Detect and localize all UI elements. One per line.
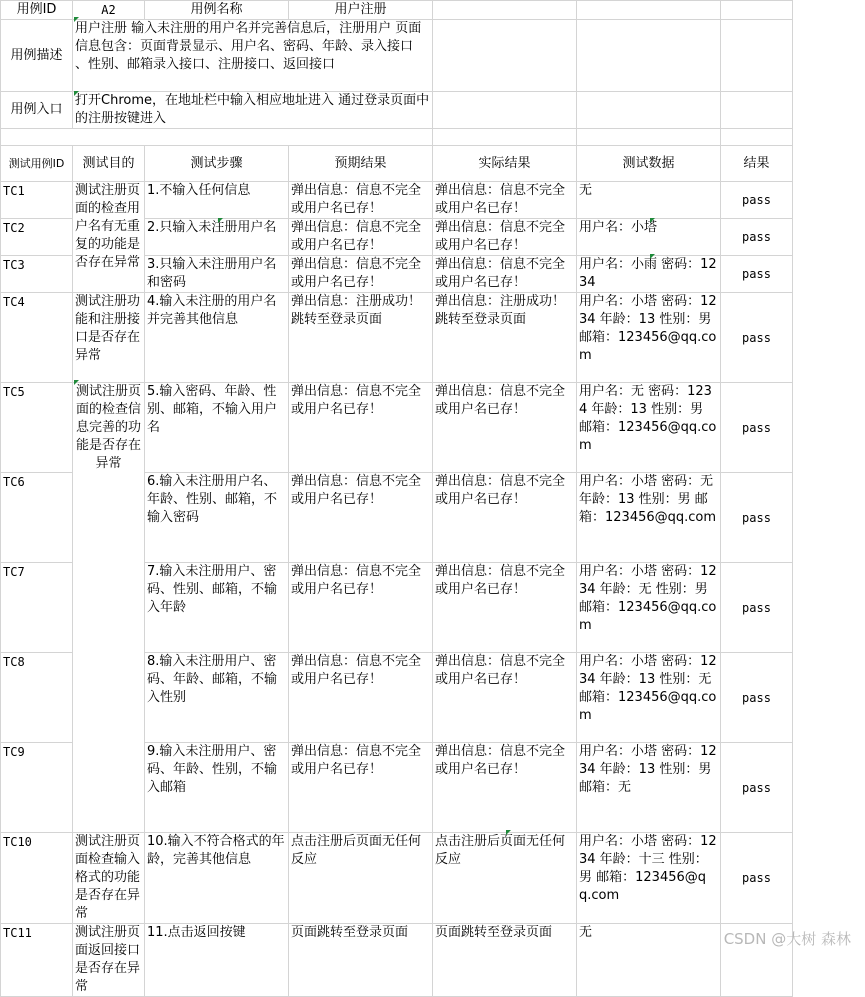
case-purpose: 测试注册页面的检查信息完善的功能是否存在异常	[73, 383, 145, 833]
entry-label: 用例入口	[1, 92, 73, 129]
case-step: 6.输入未注册用户名、年龄、性别、邮箱，不输入密码	[145, 473, 289, 563]
case-result: pass	[721, 833, 793, 924]
case-data: 用户名：小塔 密码：1234 年龄：13 性别：男 邮箱：无	[577, 743, 721, 833]
empty-cell	[721, 129, 793, 146]
empty-cell	[721, 92, 793, 129]
case-result: pass	[721, 653, 793, 743]
case-step: 4.输入未注册的用户名并完善其他信息	[145, 293, 289, 383]
case-actual: 弹出信息：信息不完全或用户名已存！	[433, 383, 577, 473]
case-id: TC1	[1, 182, 73, 219]
comment-flag-icon	[218, 218, 223, 223]
case-data: 用户名：小塔 密码：无 年龄：13 性别：男 邮箱：123456@qq.com	[577, 473, 721, 563]
case-purpose: 测试注册页面检查输入格式的功能是否存在异常	[73, 833, 145, 924]
case-actual: 弹出信息：注册成功！跳转至登录页面	[433, 293, 577, 383]
case-id: TC3	[1, 256, 73, 293]
case-actual: 弹出信息：信息不完全或用户名已存！	[433, 256, 577, 293]
description-label: 用例描述	[1, 20, 73, 92]
case-data: 用户名：小塔 密码：1234 年龄：十三 性别：男 邮箱：123456@qq.com	[577, 833, 721, 924]
case-expected: 弹出信息：信息不完全或用户名已存！	[289, 743, 433, 833]
column-header: 测试步骤	[145, 146, 289, 182]
usecase-name-value: 用户注册	[289, 1, 433, 20]
case-step: 5.输入密码、年龄、性别、邮箱，不输入用户名	[145, 383, 289, 473]
case-result: pass	[721, 182, 793, 219]
case-actual: 点击注册后页面无任何反应	[433, 833, 577, 924]
comment-flag-icon	[74, 17, 79, 22]
usecase-name-label: 用例名称	[145, 1, 289, 20]
case-data: 用户名：小雨 密码：1234	[577, 256, 721, 293]
comment-flag-icon	[506, 830, 511, 835]
case-result: pass	[721, 256, 793, 293]
case-id: TC4	[1, 293, 73, 383]
case-data: 用户名：小塔 密码：1234 年龄：13 性别：男 邮箱：123456@qq.com	[577, 293, 721, 383]
case-id: TC11	[1, 924, 73, 997]
case-expected: 弹出信息：信息不完全或用户名已存！	[289, 383, 433, 473]
case-step: 9.输入未注册用户、密码、年龄、性别，不输入邮箱	[145, 743, 289, 833]
case-result: pass	[721, 473, 793, 563]
case-data: 用户名：小塔 密码：1234 年龄：无 性别：男 邮箱：123456@qq.com	[577, 563, 721, 653]
case-actual: 弹出信息：信息不完全或用户名已存！	[433, 743, 577, 833]
empty-cell	[577, 129, 721, 146]
table-row	[1, 182, 793, 219]
case-purpose: 测试注册页面的检查用户名有无重复的功能是否存在异常	[73, 182, 145, 293]
case-id: TC10	[1, 833, 73, 924]
case-purpose: 测试注册功能和注册接口是否存在异常	[73, 293, 145, 383]
case-result: pass	[721, 383, 793, 473]
case-expected: 点击注册后页面无任何反应	[289, 833, 433, 924]
empty-cell	[1, 129, 433, 146]
case-result: pass	[721, 743, 793, 833]
case-data: 无	[577, 182, 721, 219]
case-actual: 弹出信息：信息不完全或用户名已存！	[433, 473, 577, 563]
column-header: 测试数据	[577, 146, 721, 182]
case-step: 10.输入不符合格式的年龄，完善其他信息	[145, 833, 289, 924]
watermark: CSDN @大树 森林	[723, 930, 851, 948]
case-step: 11.点击返回按键	[145, 924, 289, 997]
empty-cell	[433, 1, 577, 20]
case-id: TC5	[1, 383, 73, 473]
case-id: TC6	[1, 473, 73, 563]
case-step: 8.输入未注册用户、密码、年龄、邮箱，不输入性别	[145, 653, 289, 743]
case-data: 无	[577, 924, 721, 997]
column-header: 预期结果	[289, 146, 433, 182]
case-expected: 弹出信息：信息不完全或用户名已存！	[289, 182, 433, 219]
case-result: pass	[721, 293, 793, 383]
case-expected: 弹出信息：信息不完全或用户名已存！	[289, 563, 433, 653]
column-header: 实际结果	[433, 146, 577, 182]
case-step: 7.输入未注册用户、密码、性别、邮箱，不输入年龄	[145, 563, 289, 653]
case-actual: 弹出信息：信息不完全或用户名已存！	[433, 219, 577, 256]
table-row	[1, 833, 793, 924]
column-header: 结果	[721, 146, 793, 182]
column-header: 测试用例ID	[1, 146, 73, 182]
case-actual: 弹出信息：信息不完全或用户名已存！	[433, 653, 577, 743]
empty-cell	[433, 129, 577, 146]
case-expected: 弹出信息：注册成功！跳转至登录页面	[289, 293, 433, 383]
case-expected: 页面跳转至登录页面	[289, 924, 433, 997]
empty-cell	[577, 92, 721, 129]
case-actual: 弹出信息：信息不完全或用户名已存！	[433, 182, 577, 219]
case-actual: 弹出信息：信息不完全或用户名已存！	[433, 563, 577, 653]
entry-text: 打开Chrome，在地址栏中输入相应地址进入 通过登录页面中的注册按键进入	[73, 92, 433, 129]
case-expected: 弹出信息：信息不完全或用户名已存！	[289, 653, 433, 743]
empty-cell	[721, 20, 793, 92]
case-step: 1.不输入任何信息	[145, 182, 289, 219]
empty-cell	[433, 20, 577, 92]
case-data: 用户名：小塔 密码：1234 年龄：13 性别：无 邮箱：123456@qq.com	[577, 653, 721, 743]
table-row	[1, 924, 793, 997]
case-data: 用户名：小塔	[577, 219, 721, 256]
case-result: pass	[721, 563, 793, 653]
case-expected: 弹出信息：信息不完全或用户名已存！	[289, 256, 433, 293]
case-expected: 弹出信息：信息不完全或用户名已存！	[289, 473, 433, 563]
case-id: TC8	[1, 653, 73, 743]
case-result: pass	[721, 219, 793, 256]
case-purpose: 测试注册页面返回接口是否存在异常	[73, 924, 145, 997]
case-data: 用户名：无 密码：1234 年龄：13 性别：男 邮箱：123456@qq.com	[577, 383, 721, 473]
table-row	[1, 383, 793, 473]
empty-cell	[577, 20, 721, 92]
comment-flag-icon	[74, 91, 79, 96]
usecase-id-label: 用例ID	[1, 1, 73, 20]
table-row	[1, 293, 793, 383]
comment-flag-icon	[74, 380, 79, 385]
description-text: 用户注册 输入未注册的用户名并完善信息后，注册用户 页面信息包含：页面背景显示、用户名、密码、年龄、录入接口 、性别、邮箱录入接口、注册接口、返回接口	[73, 20, 433, 92]
empty-cell	[433, 92, 577, 129]
comment-flag-icon	[650, 218, 655, 223]
case-step: 2.只输入未注册用户名	[145, 219, 289, 256]
empty-cell	[721, 1, 793, 20]
case-actual: 页面跳转至登录页面	[433, 924, 577, 997]
comment-flag-icon	[650, 254, 655, 259]
column-header: 测试目的	[73, 146, 145, 182]
case-step: 3.只输入未注册用户名和密码	[145, 256, 289, 293]
empty-cell	[577, 1, 721, 20]
case-id: TC9	[1, 743, 73, 833]
case-expected: 弹出信息：信息不完全或用户名已存！	[289, 219, 433, 256]
case-id: TC7	[1, 563, 73, 653]
case-id: TC2	[1, 219, 73, 256]
usecase-id-value: A2	[73, 1, 145, 20]
